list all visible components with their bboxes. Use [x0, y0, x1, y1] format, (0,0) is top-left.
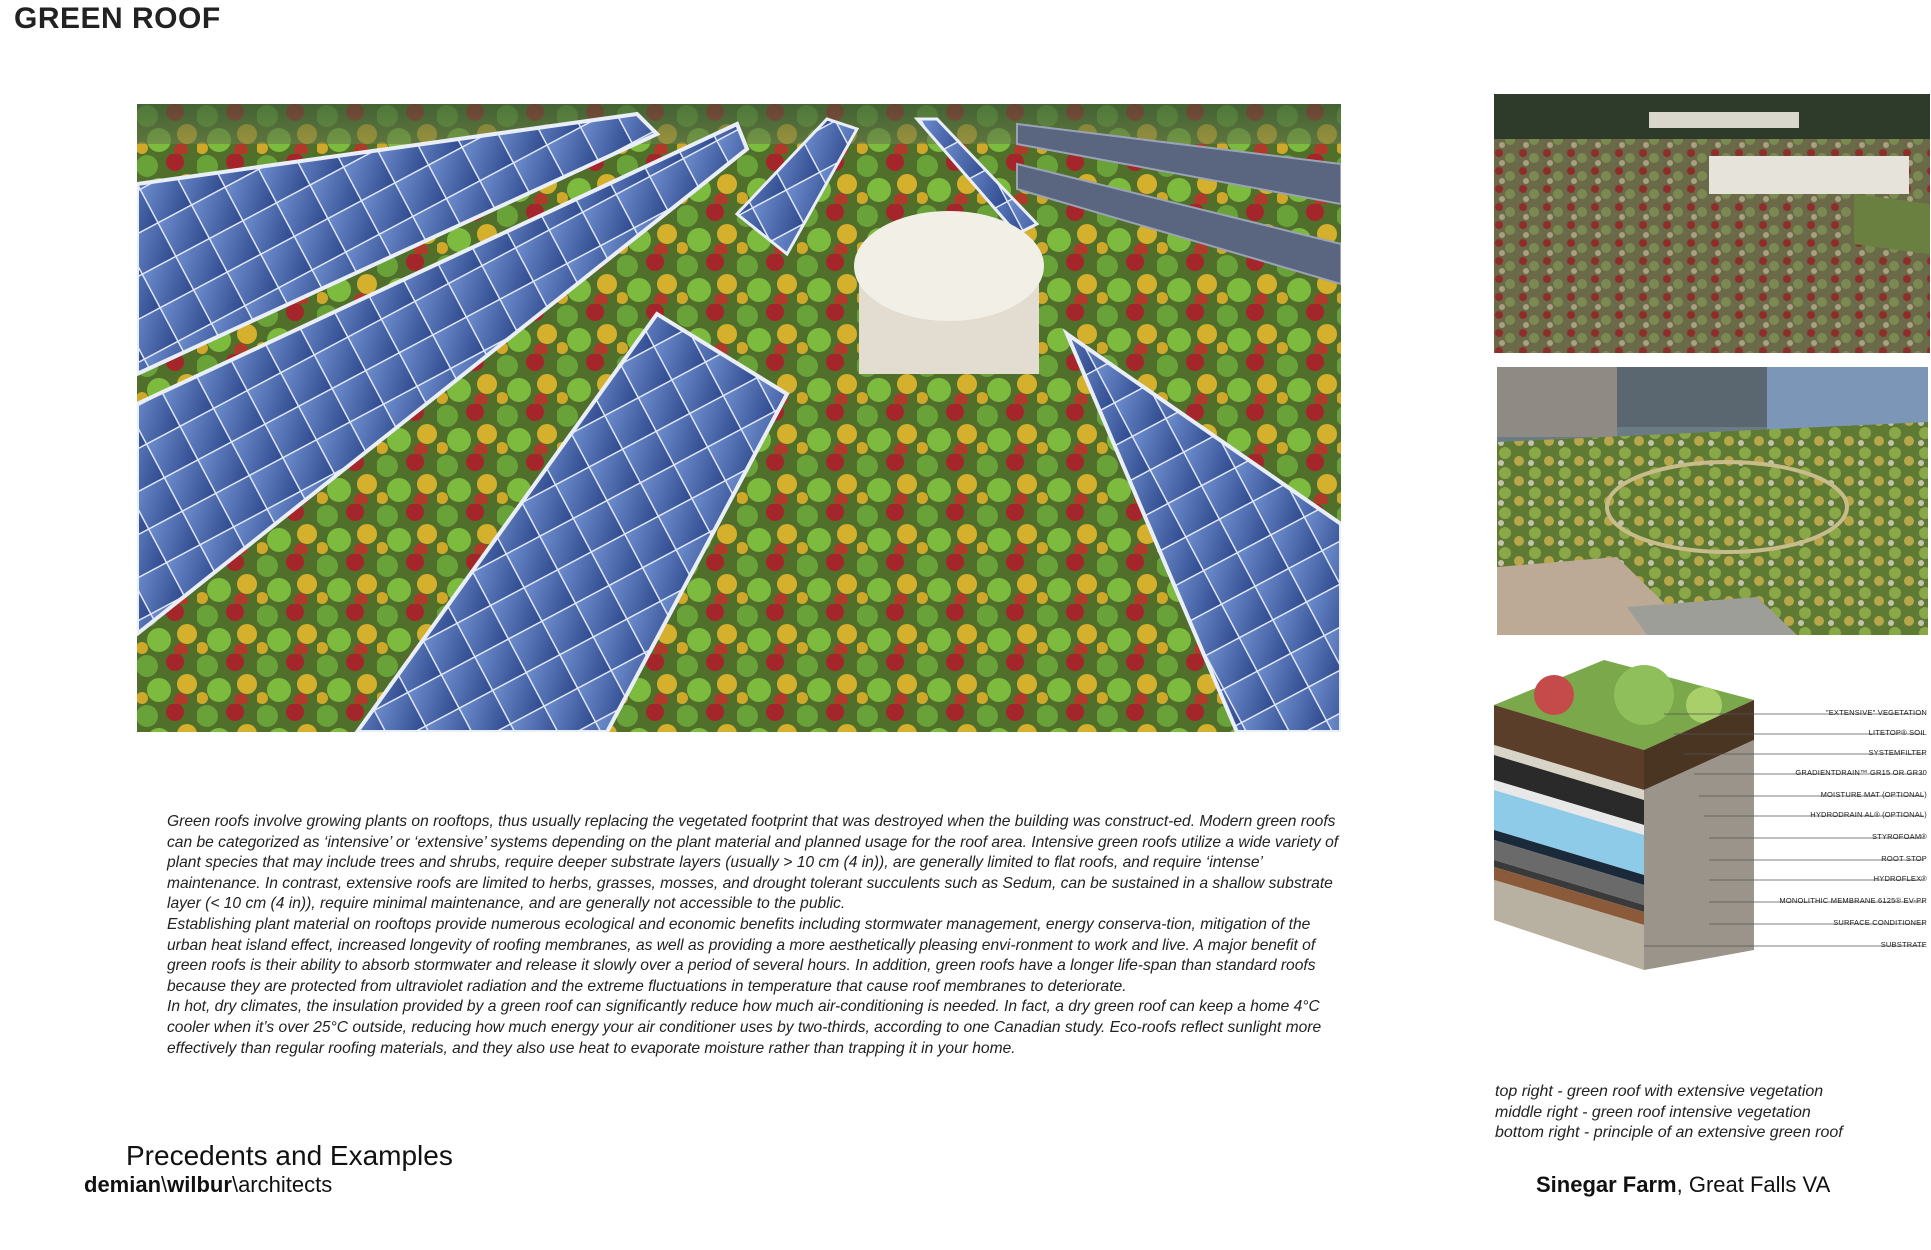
body-text: [167, 812, 1339, 1059]
body-paragraph: Green roofs involve growing plants on rooftops, thus usually replacing the vegetated footprint that was destroyed when the building was construct-ed. Modern green roofs can be categorized as ‘intensive’ or ‘extensive’ systems depending on the plant material and planned usage for the roof area. Intensive green roofs utilize a wide variety of plant species that may include trees and shrubs, require deeper substrate layers (usually > 10 cm (4 in)), are generally limited to flat roofs, and require ‘intense’ maintenance. In contrast, extensive roofs are limited to herbs, grasses, mosses, and drought tolerant succulents such as Sedum, can be sustained in a shallow substrate layer (< 10 cm (4 in)), require minimal maintenance, and are generally not accessible to the public.: [167, 813, 1339, 913]
firm-separator: \: [161, 1172, 168, 1197]
diagram-label: GRADIENTDRAIN™ GR15 OR GR30: [1795, 768, 1927, 777]
diagram-label: LITETOP® SOIL: [1868, 728, 1927, 737]
diagram-label: HYDRODRAIN AL® (OPTIONAL): [1810, 810, 1927, 819]
roof-layers-diagram: [1494, 650, 1931, 990]
diagram-label: HYDROFLEX®: [1873, 874, 1927, 883]
firm-name-part: wilbur: [167, 1172, 232, 1197]
photo-extensive-vegetation: [1494, 94, 1930, 353]
photo-intensive-vegetation: [1497, 367, 1928, 635]
diagram-label: STYROFOAM®: [1871, 832, 1927, 841]
firm-separator: \: [231, 1172, 239, 1197]
section-heading: Precedents and Examples: [126, 1140, 453, 1171]
intensive-green-roof-image: [1497, 367, 1928, 635]
diagram-label: "EXTENSIVE" VEGETATION: [1825, 708, 1927, 717]
project-location: , Great Falls VA: [1676, 1172, 1831, 1197]
firm-name-part: demian: [84, 1172, 162, 1197]
diagram-label: MONOLITHIC MEMBRANE 6125® EV-PR: [1779, 896, 1927, 905]
main-photo: [137, 104, 1341, 732]
caption-middle: middle right - green roof intensive vegetation: [1495, 1103, 1811, 1121]
diagram-label: ROOT STOP: [1881, 854, 1927, 863]
diagram-label: SYSTEMFILTER: [1868, 748, 1927, 757]
project-name: Sinegar Farm: [1536, 1172, 1677, 1197]
extensive-green-roof-diagram: [1494, 650, 1931, 990]
extensive-green-roof-image: [1494, 94, 1930, 353]
diagram-label: MOISTURE MAT (OPTIONAL): [1820, 790, 1927, 799]
caption-top: top right - green roof with extensive vegetation: [1495, 1083, 1824, 1100]
diagram-label: SURFACE CONDITIONER: [1833, 918, 1927, 927]
green-roof-solar-image: [137, 104, 1341, 732]
page-title: GREEN ROOF: [14, 2, 221, 35]
diagram-label: SUBSTRATE: [1880, 940, 1927, 949]
caption-bottom: bottom right - principle of an extensive green roof: [1495, 1124, 1843, 1141]
body-paragraph: In hot, dry climates, the insulation provided by a green roof can significantly reduce how much air-conditioning is needed. In fact, a dry green roof can keep a home 4°C cooler when it’s over 25°C outside, reducing how much energy your air conditioner uses by two-thirds, according to one Canadian study. Eco-roofs reflect sunlight more effectively than regular roofing materials, and they also use heat to evaporate moisture rather than trapping it in your home.: [167, 998, 1322, 1057]
firm-name: [84, 1172, 332, 1198]
firm-name-part: architects: [238, 1172, 333, 1197]
project-title: [1536, 1172, 1830, 1198]
body-paragraph: Establishing plant material on rooftops provide numerous ecological and economic benefits including stormwater management, energy conserva-tion, mitigation of the urban heat island effect, increased longevity of roofing membranes, as well as providing a more aesthetically pleasing envi-ronment to work and live. A major benefit of green roofs is their ability to absorb stormwater and release it slowly over a period of several hours. In addition, green roofs have a longer life-span than standard roofs because they are protected from ultraviolet radiation and the extreme fluctuations in temperature that cause roof membranes to deteriorate.: [167, 915, 1316, 995]
photo-captions: [1495, 1082, 1931, 1144]
